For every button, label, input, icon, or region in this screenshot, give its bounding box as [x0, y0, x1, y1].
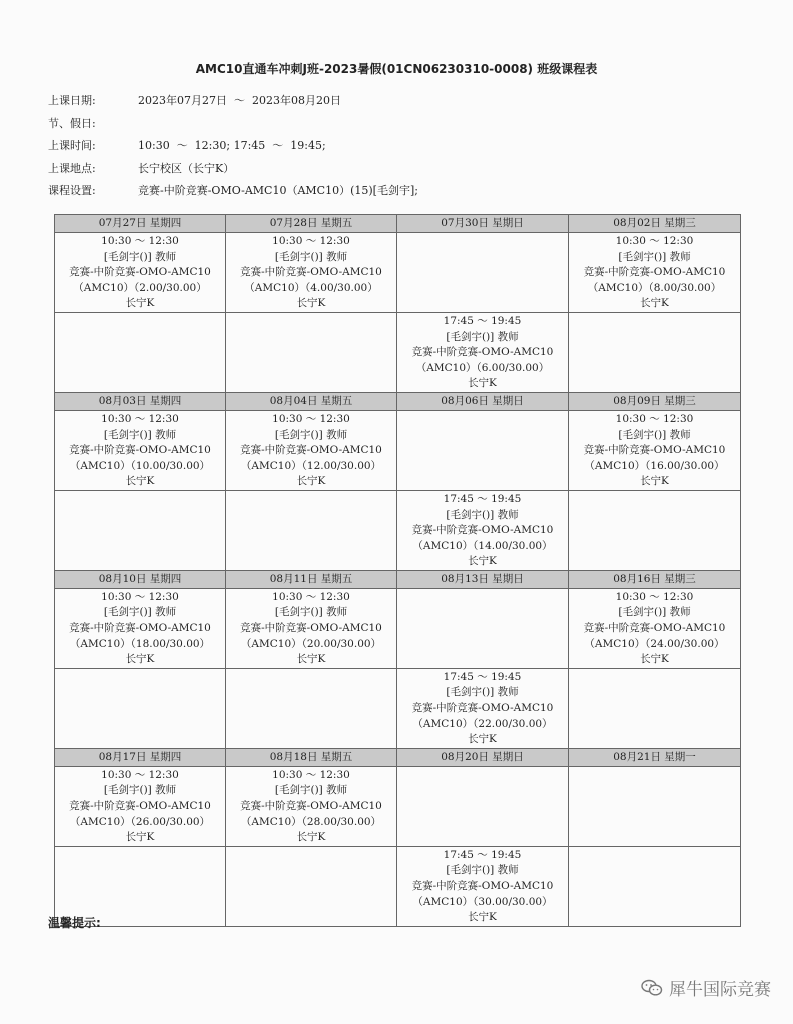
session-cell	[55, 233, 226, 313]
watermark	[641, 975, 771, 1000]
session-room: 长宁K	[468, 733, 497, 746]
morning-row	[55, 233, 741, 313]
session-teacher: [毛剑宇()] 教师	[446, 864, 519, 877]
info-row-location	[48, 160, 418, 183]
session-progress: （AMC10）（14.00/30.00）	[412, 539, 553, 552]
session-room: 长宁K	[640, 475, 669, 488]
empty-cell	[226, 490, 397, 570]
session-time: 10:30 ～ 12:30	[272, 235, 350, 247]
week-header-row	[55, 215, 741, 233]
empty-cell	[55, 490, 226, 570]
session-teacher: [毛剑宇()] 教师	[618, 428, 691, 441]
session-entry	[397, 669, 568, 748]
info-label: 上课日期:	[48, 94, 96, 107]
session-room: 长宁K	[468, 555, 497, 568]
session-teacher: [毛剑宇()] 教师	[103, 250, 177, 263]
day-header: 08月21日 星期一	[569, 748, 741, 766]
day-header: 07月28日 星期五	[226, 215, 397, 233]
session-course: 竞赛-中阶竞赛-OMO-AMC10	[411, 346, 554, 359]
session-cell	[55, 410, 226, 490]
info-value: 2023年07月27日 ～ 2023年08月20日	[138, 94, 341, 107]
evening-row	[55, 846, 741, 926]
day-header: 08月17日 星期四	[55, 748, 226, 766]
session-room: 长宁K	[468, 377, 497, 390]
week-header-row	[55, 748, 741, 766]
week-header-row	[55, 392, 741, 410]
day-header: 08月02日 星期三	[569, 215, 741, 233]
watermark-text: 犀牛国际竞赛	[669, 980, 771, 1000]
session-entry	[397, 847, 568, 926]
session-room: 长宁K	[125, 653, 155, 666]
day-header: 08月04日 星期五	[226, 392, 397, 410]
session-cell	[226, 233, 397, 313]
session-teacher: [毛剑宇()] 教师	[274, 606, 348, 619]
session-course: 竞赛-中阶竞赛-OMO-AMC10	[411, 879, 554, 892]
schedule-table	[54, 214, 741, 927]
empty-cell	[226, 312, 397, 392]
session-teacher: [毛剑宇()] 教师	[103, 428, 177, 441]
morning-row	[55, 588, 741, 668]
session-teacher: [毛剑宇()] 教师	[446, 508, 519, 521]
session-progress: （AMC10）（8.00/30.00）	[587, 281, 722, 294]
session-entry	[226, 233, 396, 312]
week-header-row	[55, 570, 741, 588]
day-header: 08月11日 星期五	[226, 570, 397, 588]
empty-cell	[569, 312, 741, 392]
morning-row	[55, 766, 741, 846]
empty-cell	[569, 766, 741, 846]
evening-row	[55, 312, 741, 392]
session-room: 长宁K	[296, 297, 326, 310]
empty-cell	[397, 588, 569, 668]
session-progress: （AMC10）（12.00/30.00）	[240, 459, 382, 472]
session-entry	[55, 411, 225, 490]
day-header: 07月30日 星期日	[397, 215, 569, 233]
empty-cell	[55, 312, 226, 392]
session-course: 竞赛-中阶竞赛-OMO-AMC10	[583, 266, 726, 279]
day-header: 08月20日 星期日	[397, 748, 569, 766]
empty-cell	[55, 668, 226, 748]
session-course: 竞赛-中阶竞赛-OMO-AMC10	[69, 622, 211, 635]
info-row-time	[48, 137, 418, 160]
session-cell	[226, 766, 397, 846]
session-time: 10:30 ～ 12:30	[272, 412, 350, 425]
session-cell	[226, 588, 397, 668]
session-teacher: [毛剑宇()] 教师	[274, 428, 348, 441]
day-header: 08月18日 星期五	[226, 748, 397, 766]
session-time: 10:30 ～ 12:30	[101, 768, 179, 781]
session-progress: （AMC10）（24.00/30.00）	[584, 637, 725, 650]
session-time: 10:30 ～ 12:30	[615, 590, 694, 603]
day-header: 08月13日 星期日	[397, 570, 569, 588]
session-cell	[569, 233, 741, 313]
session-cell	[226, 410, 397, 490]
session-course: 竞赛-中阶竞赛-OMO-AMC10	[69, 800, 211, 812]
info-label: 上课时间:	[48, 139, 96, 152]
info-row-date	[48, 92, 418, 115]
session-course: 竞赛-中阶竞赛-OMO-AMC10	[240, 800, 382, 812]
session-time: 17:45 ～ 19:45	[443, 670, 522, 683]
session-entry	[55, 767, 225, 846]
session-course: 竞赛-中阶竞赛-OMO-AMC10	[69, 266, 211, 279]
day-header: 08月16日 星期三	[569, 570, 741, 588]
session-entry	[55, 233, 225, 312]
tips-label: 温馨提示:	[48, 916, 101, 930]
session-entry	[569, 589, 740, 668]
session-time: 10:30 ～ 12:30	[272, 768, 350, 781]
session-progress: （AMC10）（6.00/30.00）	[415, 361, 550, 374]
page-title: AMC10直通车冲刺J班-2023暑假(01CN06230310-0008) 班级课程表	[195, 62, 598, 76]
session-course: 竞赛-中阶竞赛-OMO-AMC10	[240, 622, 382, 635]
info-row-course	[48, 182, 418, 205]
session-room: 长宁K	[640, 297, 669, 310]
session-time: 17:45 ～ 19:45	[443, 492, 522, 505]
session-cell	[569, 588, 741, 668]
session-room: 长宁K	[296, 653, 326, 666]
session-room: 长宁K	[468, 911, 497, 924]
session-progress: （AMC10）（18.00/30.00）	[69, 637, 211, 650]
session-time: 17:45 ～ 19:45	[443, 314, 522, 327]
session-cell	[397, 312, 569, 392]
info-row-holidays	[48, 115, 418, 138]
session-progress: （AMC10）（26.00/30.00）	[69, 815, 211, 828]
session-time: 10:30 ～ 12:30	[615, 235, 694, 247]
session-cell	[55, 588, 226, 668]
evening-row	[55, 490, 741, 570]
evening-row	[55, 668, 741, 748]
session-room: 长宁K	[296, 475, 326, 488]
session-cell	[569, 410, 741, 490]
session-teacher: [毛剑宇()] 教师	[446, 330, 519, 343]
session-cell	[55, 766, 226, 846]
session-entry	[397, 313, 568, 392]
session-entry	[569, 411, 740, 490]
session-entry	[569, 233, 740, 312]
session-progress: （AMC10）（20.00/30.00）	[240, 637, 382, 650]
empty-cell	[569, 668, 741, 748]
session-progress: （AMC10）（16.00/30.00）	[584, 459, 725, 472]
session-course: 竞赛-中阶竞赛-OMO-AMC10	[240, 266, 382, 279]
session-course: 竞赛-中阶竞赛-OMO-AMC10	[411, 524, 554, 537]
info-label: 课程设置:	[48, 184, 96, 197]
session-entry	[397, 491, 568, 570]
session-time: 10:30 ～ 12:30	[272, 590, 350, 603]
session-time: 10:30 ～ 12:30	[615, 412, 694, 425]
session-teacher: [毛剑宇()] 教师	[103, 606, 177, 619]
session-course: 竞赛-中阶竞赛-OMO-AMC10	[411, 702, 554, 715]
morning-row	[55, 410, 741, 490]
session-time: 10:30 ～ 12:30	[101, 412, 179, 425]
session-entry	[226, 767, 396, 846]
session-cell	[397, 846, 569, 926]
session-room: 长宁K	[125, 475, 155, 488]
day-header: 07月27日 星期四	[55, 215, 226, 233]
empty-cell	[226, 846, 397, 926]
empty-cell	[226, 668, 397, 748]
info-label: 节、假日:	[48, 116, 96, 130]
session-room: 长宁K	[125, 831, 155, 844]
session-course: 竞赛-中阶竞赛-OMO-AMC10	[240, 444, 382, 457]
session-teacher: [毛剑宇()] 教师	[274, 250, 348, 263]
session-room: 长宁K	[296, 831, 326, 844]
session-entry	[226, 589, 396, 668]
session-room: 长宁K	[640, 653, 669, 666]
empty-cell	[397, 233, 569, 313]
session-teacher: [毛剑宇()] 教师	[618, 606, 691, 619]
day-header: 08月03日 星期四	[55, 392, 226, 410]
session-course: 竞赛-中阶竞赛-OMO-AMC10	[69, 444, 211, 457]
empty-cell	[569, 490, 741, 570]
info-value: 长宁校区（长宁K）	[138, 161, 235, 175]
session-cell	[397, 668, 569, 748]
empty-cell	[397, 766, 569, 846]
session-teacher: [毛剑宇()] 教师	[446, 686, 519, 699]
session-progress: （AMC10）（10.00/30.00）	[69, 459, 211, 472]
info-label: 上课地点:	[48, 161, 96, 175]
day-header: 08月06日 星期日	[397, 392, 569, 410]
empty-cell	[397, 410, 569, 490]
course-info	[48, 92, 418, 205]
empty-cell	[569, 846, 741, 926]
session-time: 17:45 ～ 19:45	[443, 848, 522, 861]
session-progress: （AMC10）（4.00/30.00）	[244, 281, 378, 294]
session-progress: （AMC10）（22.00/30.00）	[412, 717, 553, 730]
session-progress: （AMC10）（30.00/30.00）	[412, 895, 553, 908]
session-entry	[55, 589, 225, 668]
info-value: 10:30 ～ 12:30; 17:45 ～ 19:45;	[138, 139, 326, 152]
info-value: 竞赛-中阶竞赛-OMO-AMC10（AMC10）(15)[毛剑宇];	[138, 184, 418, 197]
session-progress: （AMC10）（28.00/30.00）	[240, 815, 382, 828]
session-room: 长宁K	[125, 297, 155, 310]
session-time: 10:30 ～ 12:30	[101, 235, 179, 247]
session-entry	[226, 411, 396, 490]
session-course: 竞赛-中阶竞赛-OMO-AMC10	[583, 444, 726, 457]
wechat-icon	[641, 979, 663, 997]
session-progress: （AMC10）（2.00/30.00）	[73, 281, 207, 294]
session-teacher: [毛剑宇()] 教师	[618, 250, 691, 263]
day-header: 08月10日 星期四	[55, 570, 226, 588]
session-course: 竞赛-中阶竞赛-OMO-AMC10	[583, 622, 726, 635]
session-cell	[397, 490, 569, 570]
session-teacher: [毛剑宇()] 教师	[103, 784, 177, 797]
day-header: 08月09日 星期三	[569, 392, 741, 410]
session-teacher: [毛剑宇()] 教师	[274, 784, 348, 797]
session-time: 10:30 ～ 12:30	[101, 590, 179, 603]
